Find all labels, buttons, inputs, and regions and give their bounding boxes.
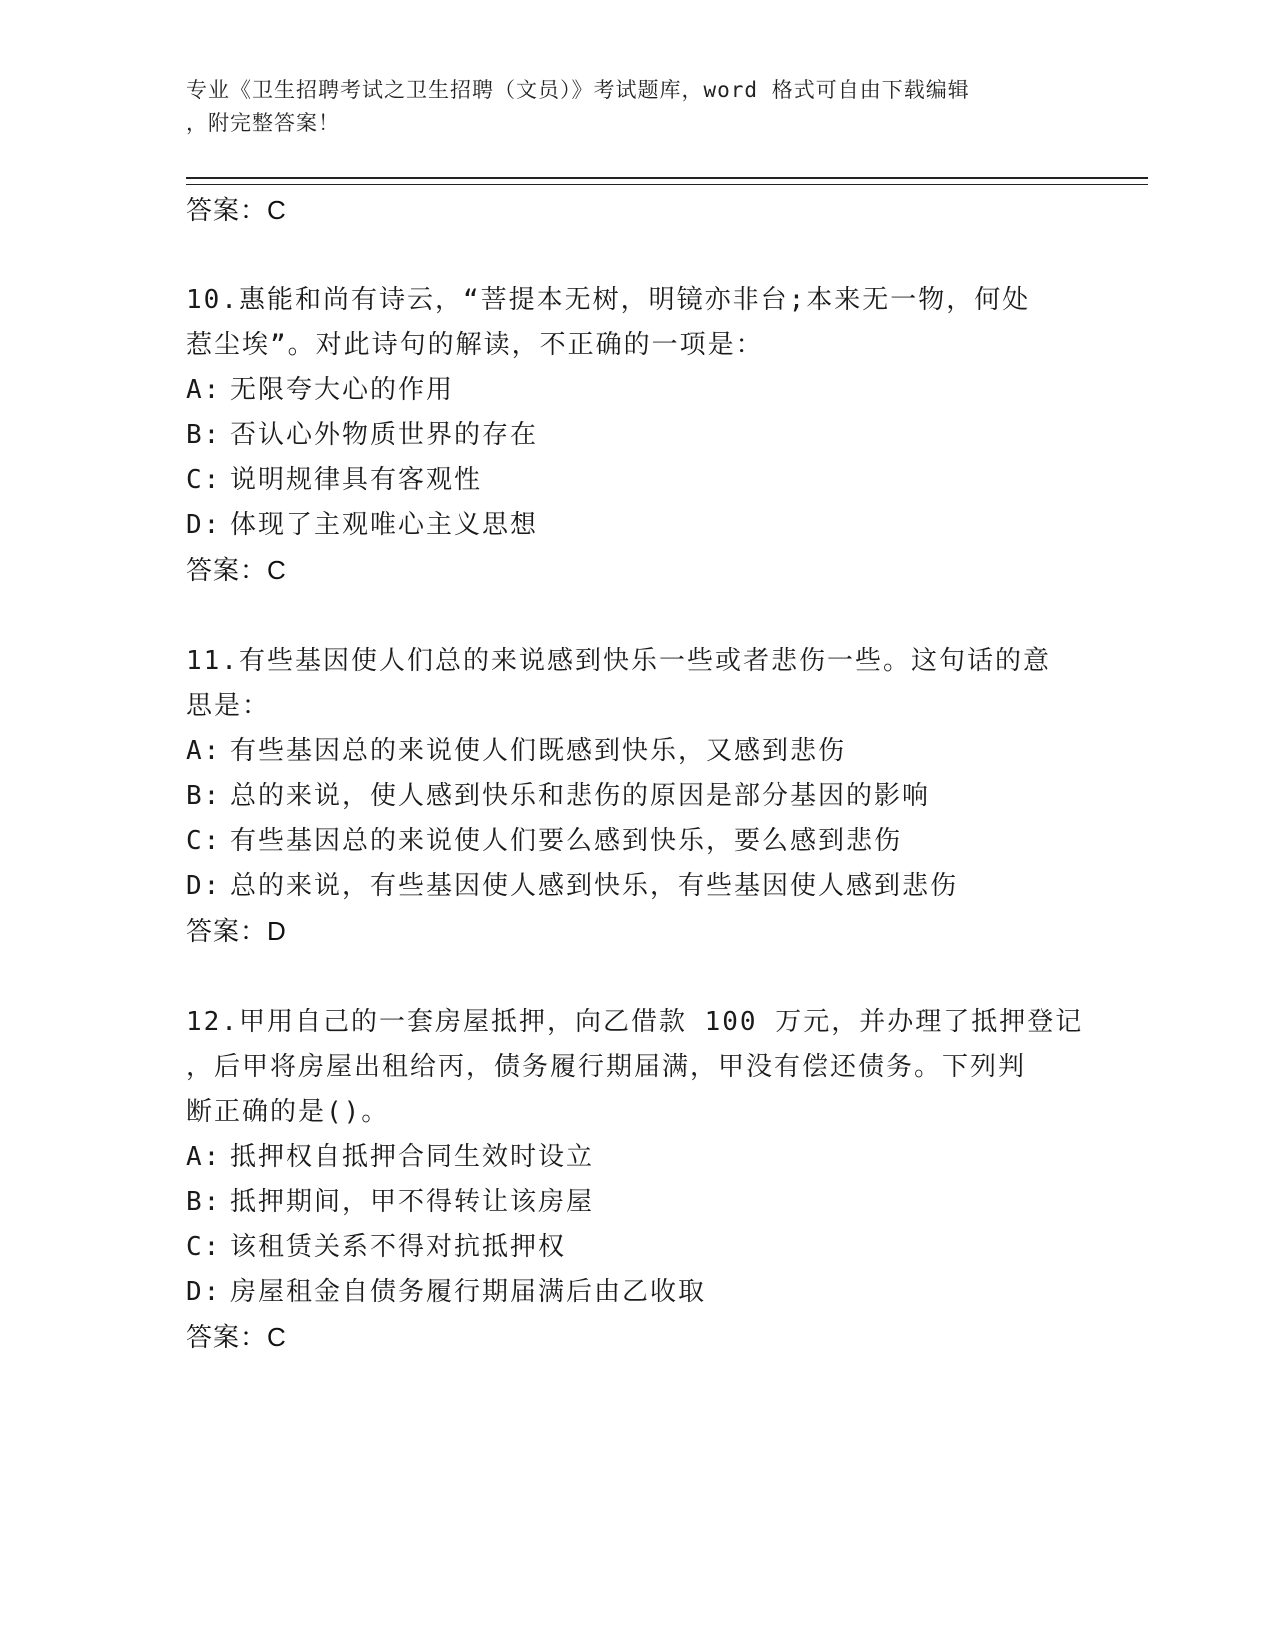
option-text: 总的来说，有些基因使人感到快乐，有些基因使人感到悲伤: [230, 871, 959, 901]
option-d: [186, 1270, 1086, 1315]
option-letter: C:: [186, 826, 222, 856]
option-text: 房屋租金自债务履行期届满后由乙收取: [230, 1277, 707, 1307]
question-answer: [186, 1315, 1086, 1360]
question-stem-line: 断正确的是()。: [186, 1097, 390, 1127]
question-stem-line: 11.有些基因使人们总的来说感到快乐一些或者悲伤一些。这句话的意: [186, 646, 1051, 676]
option-text: 抵押权自抵押合同生效时设立: [230, 1142, 595, 1172]
option-letter: B:: [186, 781, 222, 811]
answer-label: 答案：: [186, 916, 268, 946]
question-11: [186, 639, 1086, 954]
option-text: 否认心外物质世界的存在: [230, 420, 539, 450]
header-divider: [186, 177, 1148, 185]
document-header: [186, 74, 1086, 140]
option-letter: D:: [186, 1277, 222, 1307]
option-text: 说明规律具有客观性: [230, 465, 483, 495]
option-letter: B:: [186, 420, 222, 450]
option-letter: C:: [186, 1232, 222, 1262]
option-letter: D:: [186, 871, 222, 901]
option-a: [186, 1135, 1086, 1180]
option-a: [186, 729, 1086, 774]
option-text: 总的来说，使人感到快乐和悲伤的原因是部分基因的影响: [230, 781, 931, 811]
answer-value: C: [267, 555, 286, 585]
option-letter: D:: [186, 510, 222, 540]
question-stem-line: 12.甲用自己的一套房屋抵押，向乙借款 100 万元，并办理了抵押登记: [186, 1007, 1084, 1037]
question-stem-line: 思是：: [186, 691, 271, 721]
question-stem-line: ，后甲将房屋出租给丙，债务履行期届满，甲没有偿还债务。下列判: [186, 1052, 1027, 1082]
option-text: 无限夸大心的作用: [230, 375, 455, 405]
option-text: 该租赁关系不得对抗抵押权: [230, 1232, 567, 1262]
answer-value: C: [267, 195, 286, 225]
option-c: [186, 1225, 1086, 1270]
previous-question-answer: [186, 192, 286, 228]
header-line-1: 专业《卫生招聘考试之卫生招聘（文员）》考试题库，word 格式可自由下载编辑: [186, 78, 970, 102]
question-answer: [186, 909, 1086, 954]
option-text: 有些基因总的来说使人们要么感到快乐，要么感到悲伤: [230, 826, 903, 856]
option-b: [186, 774, 1086, 819]
answer-label: 答案：: [186, 195, 268, 225]
option-letter: A:: [186, 375, 222, 405]
question-list: [186, 278, 1086, 1360]
option-a: [186, 368, 1086, 413]
option-letter: A:: [186, 1142, 222, 1172]
option-letter: B:: [186, 1187, 222, 1217]
option-letter: C:: [186, 465, 222, 495]
answer-value: C: [267, 1322, 286, 1352]
answer-value: D: [267, 916, 286, 946]
option-text: 有些基因总的来说使人们既感到快乐，又感到悲伤: [230, 736, 847, 766]
option-d: [186, 864, 1086, 909]
option-c: [186, 458, 1086, 503]
answer-label: 答案：: [186, 555, 268, 585]
question-stem-line: 10.惠能和尚有诗云，“菩提本无树，明镜亦非台;本来无一物，何处: [186, 285, 1031, 315]
answer-label: 答案：: [186, 1322, 268, 1352]
header-line-2: ，附完整答案！: [186, 111, 340, 135]
option-b: [186, 413, 1086, 458]
option-text: 抵押期间，甲不得转让该房屋: [230, 1187, 595, 1217]
question-answer: [186, 548, 1086, 593]
option-b: [186, 1180, 1086, 1225]
question-10: [186, 278, 1086, 593]
option-letter: A:: [186, 736, 222, 766]
question-stem-line: 惹尘埃”。对此诗句的解读，不正确的一项是：: [186, 330, 764, 360]
option-text: 体现了主观唯心主义思想: [230, 510, 539, 540]
option-c: [186, 819, 1086, 864]
option-d: [186, 503, 1086, 548]
question-12: [186, 1000, 1086, 1360]
